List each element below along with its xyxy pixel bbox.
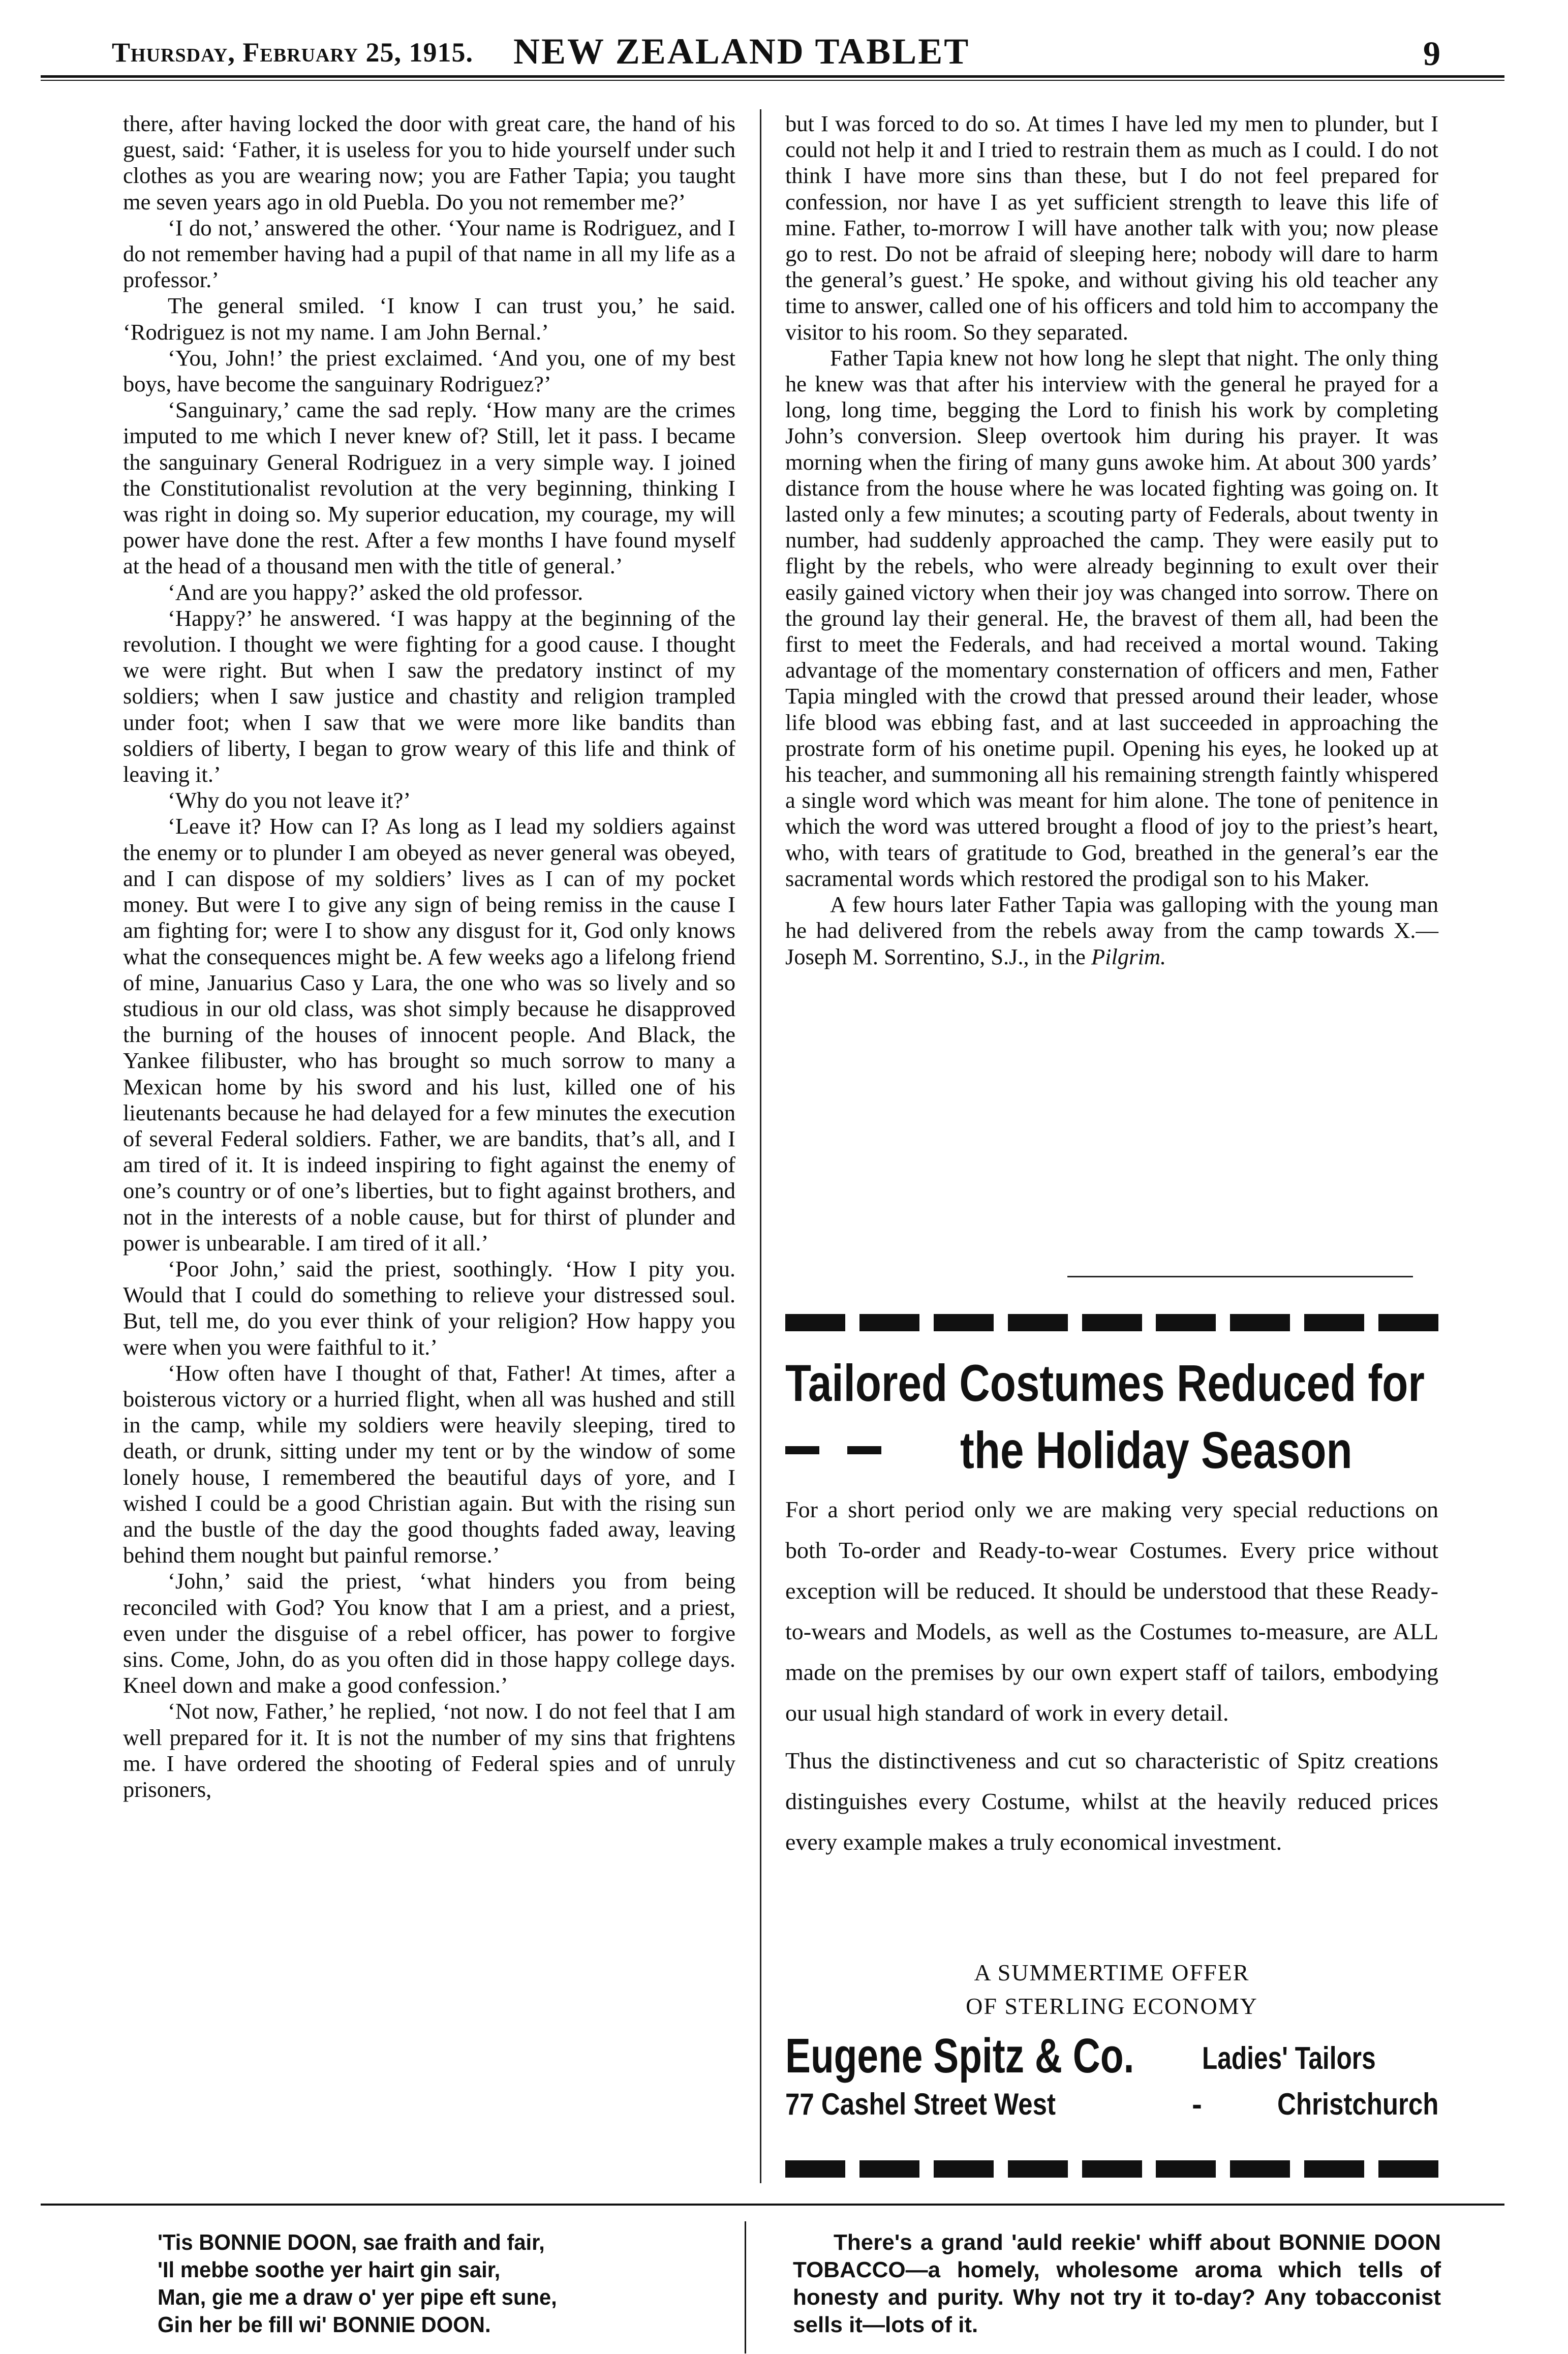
advert-offer (785, 1956, 1438, 2023)
issue-date: Thursday, February 25, 1915. (112, 37, 473, 68)
article-right-column (785, 111, 1438, 970)
offer-line-1: A SUMMERTIME OFFER (974, 1960, 1250, 1985)
verse-line: 'Il mebbe soothe yer hairt gin sair, (158, 2257, 501, 2282)
advert-paragraph: Thus the distinctiveness and cut so characteristic of Spitz creations distinguishes every Costume, whilst at the heavily reduced prices every example makes a truly economical investment. (785, 1748, 1438, 1855)
paragraph: ‘John,’ said the priest, ‘what hinders you from being reconciled with God? You know that I am a priest, and a priest, even under the disguise of a rebel officer, has power to forgive sins. Come, John, do as you often did in those happy college days. Kneel down and make a good confession.’ (123, 1568, 735, 1698)
paragraph: ‘Sanguinary,’ came the sad reply. ‘How many are the crimes imputed to me which I never knew of? Still, let it pass. I became the sanguinary General Rodriguez in a very simple way. I joined the Constitutionalist revolution at the very beginning, thinking I was right in doing so. My superior education, my courage, my will power have done the rest. After a few months I have found myself at the head of a thousand men with the title of general.’ (123, 397, 735, 579)
paragraph: ‘Why do you not leave it?’ (168, 787, 411, 813)
newspaper-title: NEW ZEALAND TABLET (513, 31, 970, 72)
paragraph: but I was forced to do so. At times I have led my men to plunder, but I could not help it and I tried to restrain them as much as I could. I do not think I have more sins than these, but I do not feel prepared for confession, nor have I as yet sufficient strength to leave this life of mine. Father, to-morrow I will have another talk with you; now please go to rest. Do not be afraid of sleeping here; nobody will dare to harm the general’s guest.’ He spoke, and without giving his old teacher any time to answer, called one of his officers and told him to accompany the visitor to his room. So they separated. (785, 111, 1438, 345)
article-left-column (123, 111, 735, 1802)
verse-line: Gin her be fill wi' BONNIE DOON. (158, 2312, 491, 2337)
advert-bottom-border (785, 2160, 1438, 2178)
paragraph: ‘And are you happy?’ asked the old professor. (168, 579, 583, 605)
page-number: 9 (1423, 34, 1440, 73)
offer-line-2: OF STERLING ECONOMY (966, 1993, 1258, 2019)
paragraph: there, after having locked the door with great care, the hand of his guest, said: ‘Father, it is useless for you to hide yourself under such clothes as you are wearing now; you are Father Tapia; you taught me seven years ago in old Puebla. Do you not remember me?’ (123, 111, 735, 215)
column-rule (760, 109, 761, 2183)
paragraph: ‘Leave it? How can I? As long as I lead my soldiers against the enemy or to plunder I am obeyed as never general was obeyed, and I can dispose of my soldiers’ lives as I can of my pocket money. But were I to give any sign of being remiss in the cause I am fighting for; were I to show any disgust for it, God only knows what the consequences might be. A few weeks ago a lifelong friend of mine, Januarius Caso y Lara, the one who was so lively and so studious in our old class, was shot simply because he disapproved the burning of the houses of innocent people. And Black, the Yankee filibuster, who has brought so much sorrow to many a Mexican home by his sword and his lust, killed one of his lieutenants because he had delayed for a few minutes the execution of several Federal soldiers. Father, we are bandits, that’s all, and I am tired of it. It is indeed inspiring to fight against the enemy of one’s country or of one’s liberties, but to fight against brothers, and not in the interests of a noble cause, but for thirst of plunder and power is unbearable. I am tired of it all.’ (123, 813, 735, 1256)
paragraph: ‘I do not,’ answered the other. ‘Your name is Rodriguez, and I do not remember having had a pupil of that name in all my life as a professor.’ (123, 215, 735, 293)
advert-top-border (785, 1314, 1438, 1331)
paragraph: ‘You, John!’ the priest exclaimed. ‘And you, one of my best boys, have become the sanguinary Rodriguez?’ (123, 345, 735, 397)
header-rule (41, 75, 1504, 81)
paragraph: ‘How often have I thought of that, Father! At times, after a boisterous victory or a hurried flight, when all was hushed and still in the camp, while my soldiers were heavily sleeping, tired to death, or drunk, sitting under my tent or by the window of some lonely house, I remembered the beautiful days of yore, and I wished I could be a good Christian again. But with the rising sun and the bustle of the day the good thoughts faded away, leaving behind them nought but painful remorse.’ (123, 1360, 735, 1568)
paragraph (785, 892, 1438, 970)
paragraph: Father Tapia knew not how long he slept that night. The only thing he knew was that after his interview with the general he prayed for a long, long time, begging the Lord to finish his work by completing John’s conversion. Sleep overtook him during his prayer. It was morning when the firing of many guns awoke him. At about 300 yards’ distance from the house where he was located fighting was going on. It lasted only a few minutes; a scouting party of Federals, about twenty in number, had suddenly approached the camp. They were easily put to flight by the rebels, who were already beginning to exult over their easily gained victory when their joy was changed into sorrow. There on the ground lay their general. He, the bravest of them all, had been the first to meet the Federals, and had received a mortal wound. Taking advantage of the momentary consternation of officers and men, Father Tapia mingled with the crowd that pressed around their leader, whose life blood was ebbing fast, and at last succeeded in approaching the prostrate form of his onetime pupil. Opening his eyes, he looked up at his teacher, and summoning all his remaining strength faintly whispered a single word which was meant for him alone. The tone of penitence in which the word was uttered brought a flood of joy to the priest’s heart, who, with tears of gratitude to God, breathed in the general’s ear the sacramental words which restored the prodigal son to his Maker. (785, 345, 1438, 891)
bonnie-doon-verse (158, 2229, 578, 2339)
city: Christchurch (1277, 2087, 1438, 2121)
firm-trade: Ladies' Tailors (1202, 2041, 1376, 2076)
paragraph: The general smiled. ‘I know I can trust you,’ he said. ‘Rodriguez is not my name. I am John Bernal.’ (123, 293, 735, 345)
firm-name: Eugene Spitz & Co. (785, 2029, 1134, 2083)
advert-body (785, 1489, 1438, 1870)
bottom-divider (745, 2221, 746, 2353)
verse-line: 'Tis BONNIE DOON, sae fraith and fair, (158, 2230, 545, 2255)
decorative-dash (847, 1446, 881, 1454)
bonnie-doon-tobacco-ad: There's a grand 'auld reekie' whiff about BONNIE DOON TOBACCO—a homely, wholesome aroma which tells of honesty and purity. Why not try it to-day? Any tobacconist sells it—lots of it. (793, 2230, 1441, 2337)
advert-paragraph: For a short period only we are making very special reductions on both To-order and Ready-to-wear Costumes. Every price without exception will be reduced. It should be understood that these Ready-to-wears and Models, as well as the Costumes to-measure, are ALL made on the premises by our own expert staff of tailors, embodying our usual high standard of work in every detail. (785, 1496, 1438, 1726)
article-end-rule (1067, 1276, 1413, 1277)
paragraph: ‘Poor John,’ said the priest, soothingly. ‘How I pity you. Would that I could do something to relieve your distressed soul. But, tell me, do you ever think of your religion? How happy you were when you were faithful to it.’ (123, 1256, 735, 1360)
headline-line-1: Tailored Costumes Reduced for (785, 1354, 1425, 1412)
advert-headline (785, 1350, 1438, 1484)
advert-firm (785, 2028, 1438, 2084)
paragraph: ‘Not now, Father,’ he replied, ‘not now. I do not feel that I am well prepared for it. It is not the number of my sins that frightens me. I have ordered the shooting of Federal spies and of unruly prisoners, (123, 1698, 735, 1802)
publication-name: Pilgrim. (1091, 943, 1166, 969)
address-separator: - (1192, 2087, 1202, 2121)
decorative-dash (785, 1446, 819, 1454)
verse-line: Man, gie me a draw o' yer pipe eft sune, (158, 2285, 557, 2310)
paragraph: ‘Happy?’ he answered. ‘I was happy at the beginning of the revolution. I thought we were fighting for a good cause. I thought we were right. But when I saw the predatory instinct of my soldiers; when I saw justice and chastity and religion trampled under foot; when I saw that we were more like bandits than soldiers of liberty, I began to grow weary of this life and think of leaving it.’ (123, 605, 735, 787)
headline-line-2: the Holiday Season (960, 1421, 1352, 1479)
attribution: A few hours later Father Tapia was galloping with the young man he had delivered from the rebels away from the camp towards X.—Joseph M. Sorrentino, S.J., in the (785, 892, 1438, 969)
street-address: 77 Cashel Street West (785, 2087, 1056, 2121)
bottom-rule (41, 2204, 1504, 2206)
